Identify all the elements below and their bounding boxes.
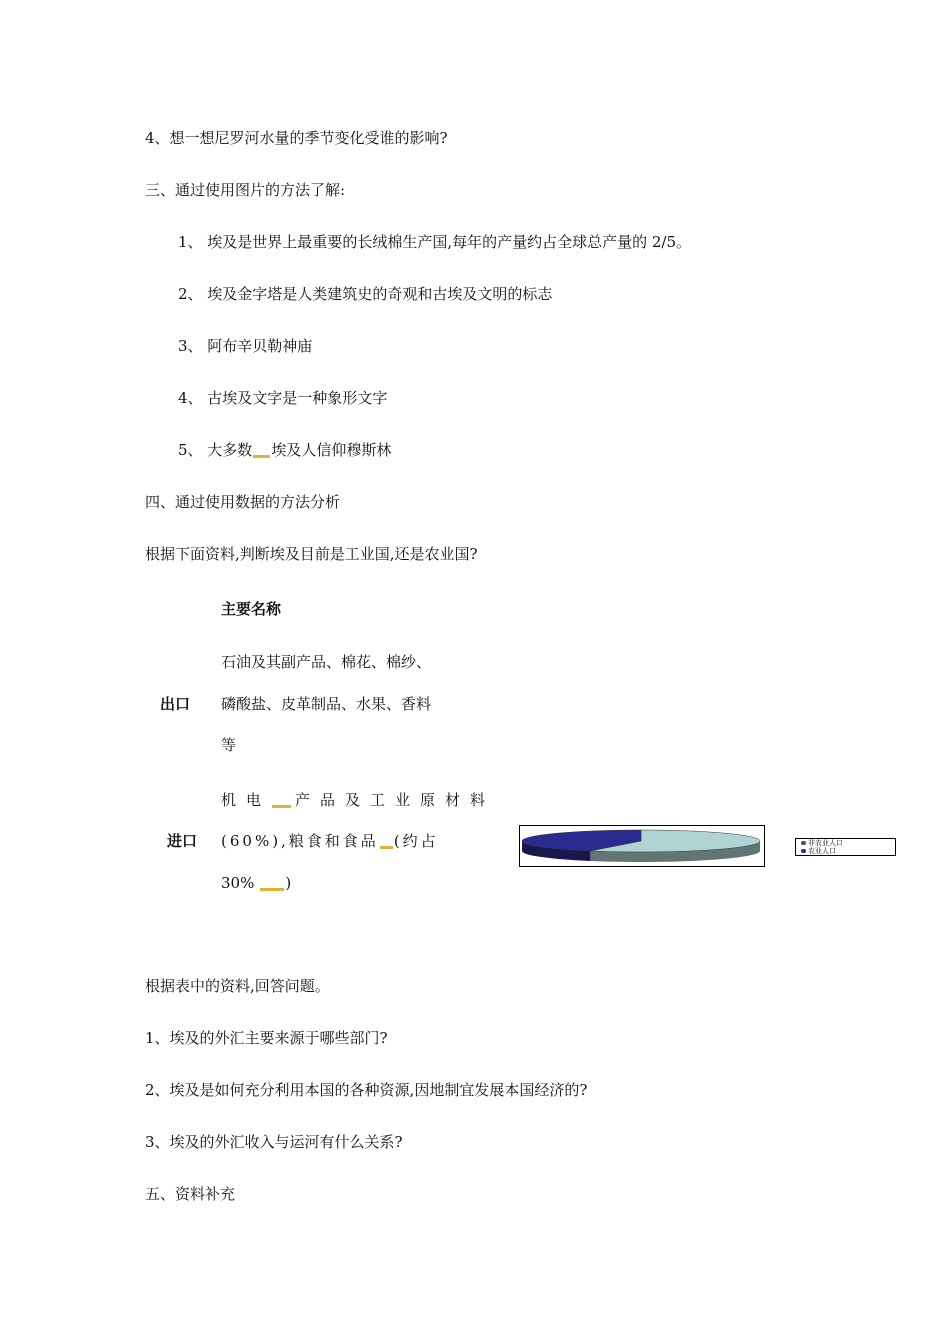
bottom-question-2: 2、埃及是如何充分利用本国的各种资源,因地制宜发展本国经济的? (145, 1081, 588, 1099)
export-line-1: 石油及其副产品、棉花、棉纱、 (221, 653, 432, 671)
question-ask: 根据下面资料,判断埃及目前是工业国,还是农业国? (145, 545, 478, 563)
bottom-question-3: 3、埃及的外汇收入与运河有什么关系? (145, 1133, 403, 1151)
import-label: 进口 (167, 832, 198, 850)
section-4-heading: 四、通过使用数据的方法分析 (145, 493, 341, 511)
import-line-3-a: 30% (221, 874, 255, 892)
point-2: 2、 埃及金字塔是人类建筑史的奇观和古埃及文明的标志 (178, 285, 553, 303)
question-4: 4、想一想尼罗河水量的季节变化受谁的影响? (145, 129, 448, 147)
legend-swatch (801, 849, 806, 853)
yellow-mark (253, 455, 270, 458)
point-5-part-b: 埃及人信仰穆斯林 (271, 441, 392, 459)
point-5-part-a: 5、 大多数 (178, 441, 253, 459)
section-5-heading: 五、资料补充 (145, 1185, 236, 1203)
import-line-1 (221, 790, 495, 810)
export-label: 出口 (160, 695, 191, 713)
section-3-heading: 三、通过使用图片的方法了解: (145, 181, 346, 199)
yellow-mark (272, 805, 291, 808)
point-1: 1、 埃及是世界上最重要的长绒棉生产国,每年的产量约占全球总产量的 2/5。 (178, 233, 691, 251)
table-header: 主要名称 (221, 600, 282, 618)
point-4: 4、 古埃及文字是一种象形文字 (178, 389, 388, 407)
import-line-3-b: ) (285, 874, 292, 892)
import-line-1-b: 产品及工业原材料 (295, 791, 496, 809)
legend-item-agri (801, 848, 836, 855)
pie-chart-svg (520, 826, 764, 866)
bottom-intro: 根据表中的资料,回答问题。 (145, 977, 330, 995)
legend-label: 农业人口 (808, 847, 836, 855)
legend-item-nonagri (801, 840, 843, 847)
legend-swatch (801, 841, 806, 845)
import-line-2 (221, 831, 439, 851)
import-line-1-a: 机电 (221, 791, 272, 809)
chart-legend (795, 838, 896, 856)
pie-chart (519, 825, 765, 867)
yellow-mark (260, 888, 284, 891)
export-line-3: 等 (221, 736, 237, 754)
yellow-mark (380, 846, 393, 849)
bottom-question-1: 1、埃及的外汇主要来源于哪些部门? (145, 1029, 388, 1047)
legend-label: 非农业人口 (808, 839, 843, 847)
export-line-2: 磷酸盐、皮革制品、水果、香料 (221, 695, 432, 713)
point-5 (178, 440, 391, 460)
point-3: 3、 阿布辛贝勒神庙 (178, 337, 313, 355)
import-line-3 (221, 873, 291, 893)
import-line-2-a: (60%),粮食和食品 (221, 832, 379, 850)
import-line-2-b: (约占 (393, 832, 439, 850)
